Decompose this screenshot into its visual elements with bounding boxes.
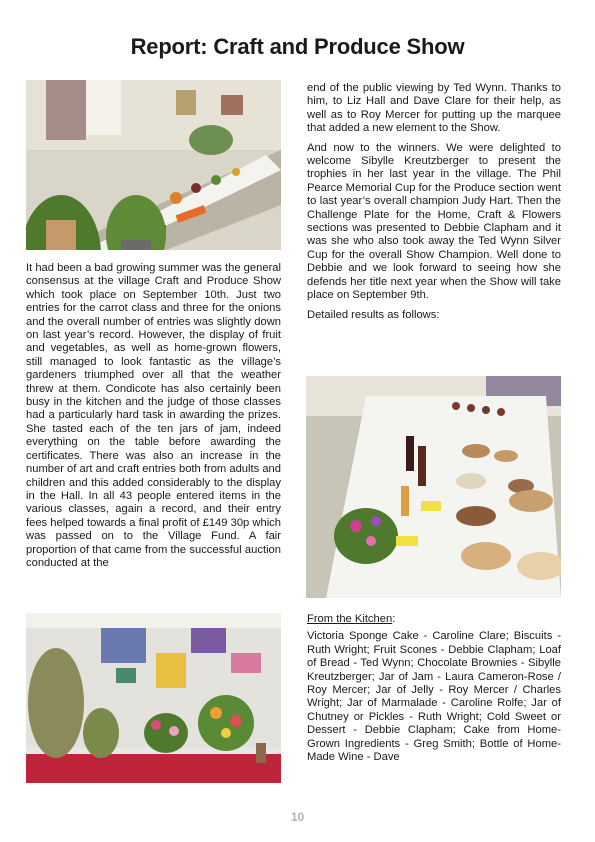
kitchen-table-image xyxy=(306,376,561,598)
intro-paragraph: It had been a bad growing summer was the general consensus at the village Craft and Produce Show which took place on September 10th. Just two entries for the carrot class and three for the onions and the overall number of entries was slightly down on last year’s record. However, the display of fruit and vegetables, as well as home-grown flowers, still managed to look fantastic as the village’s gardeners triumphed over all that the weather threw at them. Condicote has also certainly been busy in the kitchen and the judge of those classes had a particularly hard task in awarding the prizes. She tasted each of the ten jars of jam, indeed everything on the table before awarding the certificates. There was also an increase in the number of art and craft entries both from adults and children and this added considerably to the display in the Hall. In all 43 people entered items in the various classes, again a record, and their entry fees helped towards a final profit of £149 30p which was passed on to the Village Fund. A fair proportion of that came from the successful auction conducted at the xyxy=(26,262,281,569)
right-column-bottom xyxy=(307,613,561,770)
left-column xyxy=(26,262,281,576)
craft-display-photo xyxy=(26,613,281,783)
kitchen-heading: From the Kitchen xyxy=(307,613,393,625)
produce-table-image xyxy=(26,80,281,250)
kitchen-table-photo xyxy=(306,376,561,598)
right-column-top xyxy=(307,82,561,328)
page-number: 10 xyxy=(290,810,305,824)
winners-paragraph: And now to the winners. We were delighted to welcome Sibylle Kreutzberger to present the trophies in her last year in the village. The Phil Pearce Memorial Cup for the Produce section went to last year’s overall champion Judy Hart. Then the Challenge Plate for the Home, Craft & Flowers sections was presented to Debbie Clapham and it was she who also took away the Ted Wynn Silver Cup for the overall Show Champion. Well done to Debbie and we look forward to seeing how she defends her title next year when the Show will take place on September 9th. xyxy=(307,141,561,302)
produce-table-photo xyxy=(26,80,281,250)
page-title: Report: Craft and Produce Show xyxy=(130,34,465,59)
kitchen-results: Victoria Sponge Cake - Caroline Clare; Biscuits - Ruth Wright; Fruit Scones - Debbie Clapham; Loaf of Bread - Ted Wynn; Chocolate Brownies - Sibylle Kreutzberger; Jar of Jam - Laura Cameron-Rose / Roy Mercer; Jar of Jelly - Roy Mercer / Charles Wright; Jar of Marmalade - Caroline Rolfe; Jar of Chutney or Pickles - Ruth Wright; Cold Sweet or Dessert - Debbie Clapham; Cake from Home-Grown Ingredients - Greg Smith; Bottle of Home-Made Wine - Dave xyxy=(307,630,561,764)
craft-display-image xyxy=(26,613,281,783)
results-intro: Detailed results as follows: xyxy=(307,308,440,321)
kitchen-heading-line: From the Kitchen: xyxy=(307,613,396,625)
thanks-paragraph: end of the public viewing by Ted Wynn. Thanks to him, to Liz Hall and Dave Clare for their help, as well as to Roy Mercer for putting up the marquee that added a new element to the Show. xyxy=(307,82,561,135)
